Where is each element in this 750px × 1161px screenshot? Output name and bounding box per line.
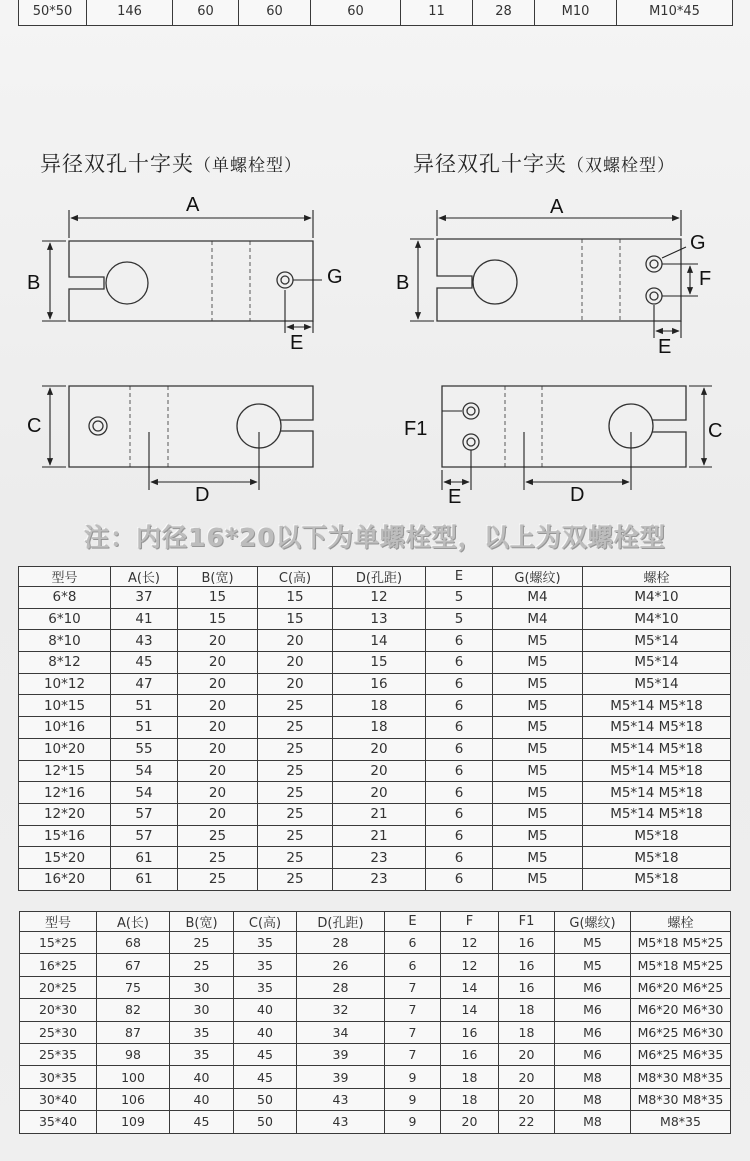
table-cell: 14	[441, 999, 499, 1021]
table-cell: 50	[234, 1111, 297, 1133]
table-cell: 18	[333, 717, 426, 739]
table-cell: 47	[111, 673, 178, 695]
dim-label-c: C	[27, 415, 42, 437]
table-cell: 20	[333, 738, 426, 760]
table-cell: 5	[426, 608, 493, 630]
table-cell: 20	[333, 760, 426, 782]
table-cell: 51	[111, 717, 178, 739]
bolt-type-note: 注：内径16*20以下为单螺栓型，以上为双螺栓型	[84, 523, 666, 552]
table-cell: 18	[499, 1021, 555, 1043]
table-row	[19, 782, 731, 804]
table-cell: 6	[385, 954, 441, 976]
table-cell: M6	[555, 1043, 631, 1065]
table-cell: M5	[493, 782, 583, 804]
column-header: A(长)	[111, 567, 178, 587]
table-cell: M5	[493, 760, 583, 782]
table-row	[19, 760, 731, 782]
table-cell: 20	[258, 630, 333, 652]
column-header: D(孔距)	[297, 912, 385, 932]
table-cell: 6	[426, 782, 493, 804]
table-cell: M5*14	[583, 630, 731, 652]
table-cell: 40	[170, 1088, 234, 1110]
dim-label-b: B	[396, 272, 410, 294]
table-cell: 98	[97, 1043, 170, 1065]
table-cell: 16	[499, 954, 555, 976]
right-diagram-title: 异径双孔十字夹（双螺栓型）	[413, 152, 675, 176]
table-cell: 16	[333, 673, 426, 695]
table-row	[20, 954, 731, 976]
table-cell: 40	[170, 1066, 234, 1088]
table-cell: 20	[178, 782, 258, 804]
table-cell: M5	[493, 652, 583, 674]
table-cell: M5*14 M5*18	[583, 782, 731, 804]
table-row	[19, 630, 731, 652]
table-cell: 15	[258, 587, 333, 609]
table-cell: 22	[499, 1111, 555, 1133]
table-cell: 10*20	[19, 738, 111, 760]
table-cell: 12*16	[19, 782, 111, 804]
dim-label-d: D	[195, 484, 210, 506]
column-header: G(螺纹)	[555, 912, 631, 932]
table-cell: M8	[555, 1066, 631, 1088]
table-cell: 40	[234, 1021, 297, 1043]
table-cell: M6	[555, 999, 631, 1021]
table-cell: 35	[234, 976, 297, 998]
table-cell: M5	[493, 868, 583, 890]
table-cell: M5	[493, 673, 583, 695]
dim-label-f1: F1	[404, 418, 428, 440]
table-cell: 21	[333, 825, 426, 847]
column-header: E	[426, 567, 493, 587]
column-header: F1	[499, 912, 555, 932]
table-cell: M6	[555, 976, 631, 998]
table-cell: 25	[258, 695, 333, 717]
column-header: F	[441, 912, 499, 932]
table-cell: 7	[385, 1043, 441, 1065]
table-cell: 20	[178, 630, 258, 652]
table-cell: 20	[178, 760, 258, 782]
table-cell: 67	[97, 954, 170, 976]
dim-label-d: D	[570, 484, 585, 506]
table-cell: 14	[441, 976, 499, 998]
table-cell: 30	[170, 976, 234, 998]
right-top-bore	[473, 260, 517, 304]
table-cell: 6	[385, 932, 441, 954]
table-cell: 34	[297, 1021, 385, 1043]
table-row	[19, 608, 731, 630]
column-header: B(宽)	[170, 912, 234, 932]
spec-table-single-bolt	[18, 566, 731, 891]
column-header: A(长)	[97, 912, 170, 932]
table-cell: M5	[493, 695, 583, 717]
table-cell: 16	[441, 1043, 499, 1065]
table-cell: M8*30 M8*35	[631, 1066, 731, 1088]
table-cell: 45	[234, 1066, 297, 1088]
dim-label-b: B	[27, 272, 41, 294]
table-cell: 20	[333, 782, 426, 804]
table-cell: 25*30	[20, 1021, 97, 1043]
table-row	[20, 1111, 731, 1133]
table-cell: M5*14 M5*18	[583, 717, 731, 739]
table-cell: 25	[178, 868, 258, 890]
table-cell: 11	[401, 0, 473, 26]
table-cell: 35	[234, 954, 297, 976]
table-cell: 82	[97, 999, 170, 1021]
table-cell: 15	[333, 652, 426, 674]
table-cell: 18	[499, 999, 555, 1021]
table-cell: 54	[111, 760, 178, 782]
table-cell: 43	[111, 630, 178, 652]
column-header: 型号	[19, 567, 111, 587]
table-row	[20, 976, 731, 998]
table-cell: 7	[385, 1021, 441, 1043]
table-cell: 57	[111, 825, 178, 847]
table-cell: 23	[333, 868, 426, 890]
table-cell: 106	[97, 1088, 170, 1110]
table-row	[19, 587, 731, 609]
column-header: G(螺纹)	[493, 567, 583, 587]
table-row	[19, 803, 731, 825]
table-cell: 12	[441, 954, 499, 976]
table-cell: 6	[426, 673, 493, 695]
table-cell: M5*14	[583, 673, 731, 695]
table-cell: M5	[555, 954, 631, 976]
table-row	[19, 868, 731, 890]
table-cell: 25	[170, 954, 234, 976]
table-cell: 13	[333, 608, 426, 630]
table-cell: M4	[493, 587, 583, 609]
table-row	[20, 1088, 731, 1110]
table-cell: 18	[441, 1066, 499, 1088]
table-cell: 28	[297, 932, 385, 954]
table-cell: 43	[297, 1088, 385, 1110]
column-header: 螺栓	[583, 567, 731, 587]
spec-table-double-bolt	[19, 911, 731, 1134]
table-cell: 55	[111, 738, 178, 760]
table-cell: 10*15	[19, 695, 111, 717]
table-cell: M4	[493, 608, 583, 630]
left-top-bore	[106, 262, 148, 304]
table-cell: M5*14 M5*18	[583, 738, 731, 760]
table-cell: 40	[234, 999, 297, 1021]
table-header-row	[20, 912, 731, 932]
table-row	[20, 932, 731, 954]
table-cell: 12*15	[19, 760, 111, 782]
table-cell: 25	[258, 760, 333, 782]
table-cell: 16	[441, 1021, 499, 1043]
table-cell: 20	[499, 1043, 555, 1065]
table-cell: 9	[385, 1088, 441, 1110]
table-cell: 25	[170, 932, 234, 954]
table-cell: 28	[473, 0, 535, 26]
table-cell: 25	[178, 825, 258, 847]
table-cell: 8*12	[19, 652, 111, 674]
dim-label-e: E	[290, 332, 304, 354]
dim-label-a: A	[186, 194, 200, 216]
table-cell: 32	[297, 999, 385, 1021]
table-cell: 25	[178, 847, 258, 869]
table-cell: 18	[333, 695, 426, 717]
dim-label-e: E	[658, 336, 672, 358]
table-cell: 60	[239, 0, 311, 26]
table-cell: 16	[499, 932, 555, 954]
table-cell: 10*16	[19, 717, 111, 739]
table-row	[19, 847, 731, 869]
table-cell: 15*25	[20, 932, 97, 954]
table-cell: M8	[555, 1111, 631, 1133]
table-cell: M5	[493, 847, 583, 869]
table-cell: 61	[111, 868, 178, 890]
table-cell: M5	[493, 825, 583, 847]
table-row	[20, 1043, 731, 1065]
table-cell: 37	[111, 587, 178, 609]
table-cell: 20	[178, 738, 258, 760]
table-cell: 20	[178, 803, 258, 825]
table-cell: 25	[258, 803, 333, 825]
table-cell: 43	[297, 1111, 385, 1133]
table-header-row	[19, 567, 731, 587]
dim-label-a: A	[550, 196, 564, 218]
table-cell: 6*10	[19, 608, 111, 630]
table-cell: 39	[297, 1066, 385, 1088]
table-cell: M5*18 M5*25	[631, 954, 731, 976]
table-cell: M10*45	[617, 0, 733, 26]
table-cell: 30*35	[20, 1066, 97, 1088]
table-cell: M6	[555, 1021, 631, 1043]
dim-label-c: C	[708, 420, 723, 442]
table-cell: 51	[111, 695, 178, 717]
table-cell: 57	[111, 803, 178, 825]
table-cell: 16*20	[19, 868, 111, 890]
table-cell: M8*30 M8*35	[631, 1088, 731, 1110]
table-cell: 6	[426, 760, 493, 782]
table-row	[19, 673, 731, 695]
table-cell: 7	[385, 976, 441, 998]
table-cell: M8*35	[631, 1111, 731, 1133]
table-cell: M5*18	[583, 847, 731, 869]
table-cell: 16	[499, 976, 555, 998]
table-cell: M5	[493, 738, 583, 760]
table-cell: 30*40	[20, 1088, 97, 1110]
table-cell: 20	[178, 717, 258, 739]
column-header: 型号	[20, 912, 97, 932]
table-cell: 35	[234, 932, 297, 954]
table-cell: 25*35	[20, 1043, 97, 1065]
table-cell: 14	[333, 630, 426, 652]
table-cell: M8	[555, 1088, 631, 1110]
table-cell: M5*18	[583, 868, 731, 890]
table-cell: 6	[426, 695, 493, 717]
table-cell: 75	[97, 976, 170, 998]
table-cell: 20	[258, 652, 333, 674]
table-cell: 87	[97, 1021, 170, 1043]
table-cell: 18	[441, 1088, 499, 1110]
table-cell: M4*10	[583, 608, 731, 630]
column-header: 螺栓	[631, 912, 731, 932]
left-diagram-title: 异径双孔十字夹（单螺栓型）	[40, 152, 302, 176]
table-cell: M5*14 M5*18	[583, 695, 731, 717]
table-cell: 45	[111, 652, 178, 674]
table-cell: 6	[426, 652, 493, 674]
table-cell: 6	[426, 847, 493, 869]
table-row	[19, 825, 731, 847]
table-cell: M5	[493, 630, 583, 652]
table-cell: 109	[97, 1111, 170, 1133]
table-cell: M6*20 M6*25	[631, 976, 731, 998]
table-cell: M6*20 M6*30	[631, 999, 731, 1021]
table-cell: M6*25 M6*30	[631, 1021, 731, 1043]
table-cell: 15	[258, 608, 333, 630]
table-row	[20, 999, 731, 1021]
table-cell: 50	[234, 1088, 297, 1110]
table-cell: 23	[333, 847, 426, 869]
table-cell: 12	[333, 587, 426, 609]
table-row	[19, 738, 731, 760]
table-cell: M5*18 M5*25	[631, 932, 731, 954]
table-cell: 20	[499, 1088, 555, 1110]
table-row	[20, 1021, 731, 1043]
table-cell: 6	[426, 868, 493, 890]
column-header: B(宽)	[178, 567, 258, 587]
table-cell: 25	[258, 782, 333, 804]
column-header: E	[385, 912, 441, 932]
table-cell: 8*10	[19, 630, 111, 652]
table-cell: 7	[385, 999, 441, 1021]
table-cell: M4*10	[583, 587, 731, 609]
table-cell: M5*18	[583, 825, 731, 847]
table-cell: 20	[178, 652, 258, 674]
table-cell: 16*25	[20, 954, 97, 976]
column-header: C(高)	[234, 912, 297, 932]
table-cell: 12	[441, 932, 499, 954]
table-cell: 20	[258, 673, 333, 695]
table-cell: 61	[111, 847, 178, 869]
table-cell: 25	[258, 847, 333, 869]
table-cell: 6	[426, 738, 493, 760]
table-cell: 15	[178, 587, 258, 609]
table-cell: M5*14 M5*18	[583, 760, 731, 782]
table-cell: 25	[258, 738, 333, 760]
table-cell: 146	[87, 0, 173, 26]
table-cell: 50*50	[19, 0, 87, 26]
table-cell: 25	[258, 825, 333, 847]
table-cell: 6	[426, 717, 493, 739]
table-cell: 54	[111, 782, 178, 804]
table-cell: M5	[555, 932, 631, 954]
table-cell: 15*16	[19, 825, 111, 847]
table-cell: 35	[170, 1021, 234, 1043]
table-cell: 39	[297, 1043, 385, 1065]
table-cell: 15	[178, 608, 258, 630]
dimension-diagrams	[0, 0, 750, 520]
table-row	[19, 717, 731, 739]
table-cell: 10*12	[19, 673, 111, 695]
table-cell: 20*25	[20, 976, 97, 998]
table-cell: 100	[97, 1066, 170, 1088]
table-cell: 20*30	[20, 999, 97, 1021]
dim-label-f: F	[699, 268, 712, 290]
table-cell: M5*14	[583, 652, 731, 674]
table-cell: M5*14 M5*18	[583, 803, 731, 825]
dim-label-g: G	[690, 232, 706, 254]
table-row	[20, 1066, 731, 1088]
table-cell: 28	[297, 976, 385, 998]
table-cell: 25	[258, 717, 333, 739]
table-row	[19, 652, 731, 674]
table-cell: 20	[178, 695, 258, 717]
table-cell: 6	[426, 803, 493, 825]
dim-label-e: E	[448, 486, 462, 508]
table-cell: 68	[97, 932, 170, 954]
table-cell: 5	[426, 587, 493, 609]
table-cell: 20	[441, 1111, 499, 1133]
table-cell: 25	[258, 868, 333, 890]
table-cell: 60	[173, 0, 239, 26]
table-cell: 6	[426, 630, 493, 652]
table-cell: M5	[493, 803, 583, 825]
table-cell: 45	[170, 1111, 234, 1133]
table-cell: 9	[385, 1066, 441, 1088]
dim-label-g: G	[327, 266, 343, 288]
table-cell: 6	[426, 825, 493, 847]
table-row	[19, 695, 731, 717]
column-header: C(高)	[258, 567, 333, 587]
table-cell: 20	[499, 1066, 555, 1088]
table-cell: 26	[297, 954, 385, 976]
table-cell: 30	[170, 999, 234, 1021]
table-cell: 12*20	[19, 803, 111, 825]
table-cell: 15*20	[19, 847, 111, 869]
table-cell: M10	[535, 0, 617, 26]
table-cell: M5	[493, 717, 583, 739]
table-cell: M6*25 M6*35	[631, 1043, 731, 1065]
table-cell: 35	[170, 1043, 234, 1065]
table-cell: 9	[385, 1111, 441, 1133]
table-cell: 45	[234, 1043, 297, 1065]
table-cell: 6*8	[19, 587, 111, 609]
column-header: D(孔距)	[333, 567, 426, 587]
table-cell: 20	[178, 673, 258, 695]
table-cell: 35*40	[20, 1111, 97, 1133]
table-cell: 41	[111, 608, 178, 630]
table-cell: 60	[311, 0, 401, 26]
table-cell: 21	[333, 803, 426, 825]
